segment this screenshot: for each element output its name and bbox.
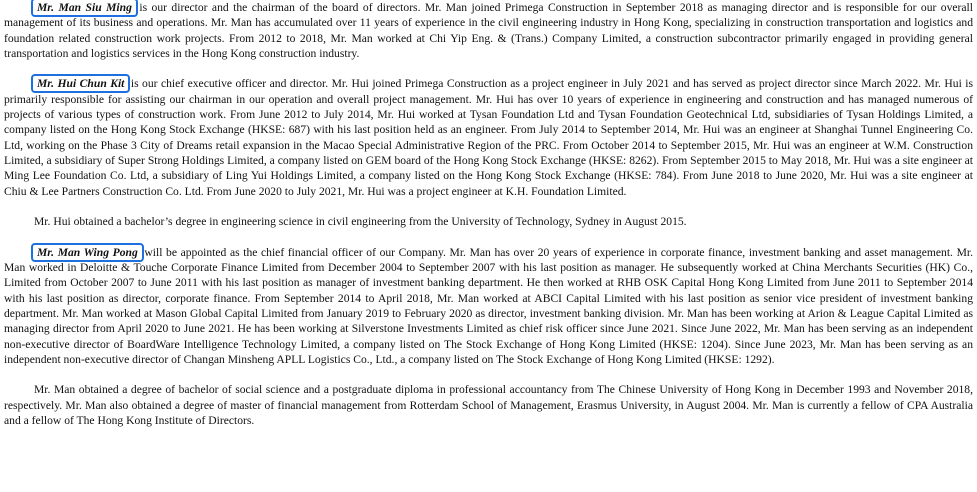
- education-paragraph-hui-chun-kit: Mr. Hui obtained a bachelor’s degree in engineering science in civil engineering from the University of Technology, Sydney in August 2015.: [34, 215, 687, 229]
- document-body: [4, 0, 973, 428]
- bio-paragraph-man-siu-ming: [4, 0, 973, 61]
- bio-text-man-wing-pong: will be appointed as the chief financial officer of our Company. Mr. Man has over 20 years of experience in corporate finance, investment banking and asset management. Mr. Man worked in Deloitte & Touche Corporate Finance Limited from December 2004 to September 2007 with his last position as manager. He subsequently worked at China Merchants Securities (HK) Co., Limited from October 2007 to June 2011 with his last position as manager of investment banking department. He then worked at RHB OSK Capital Hong Kong Limited from June 2011 to September 2014 with his last position as director, corporate finance. From September 2014 to April 2018, Mr. Man worked at ABCI Capital Limited with his last position as senior vice president of investment banking department. Mr. Man worked at Mason Global Capital Limited from January 2019 to February 2020 as director, investment banking division. Mr. Man has been working at Arion & League Capital Limited as managing director from April 2020 to June 2021. He has been working at Silverstone Investments Limited as chief risk officer since June 2021. Since June 2022, Mr. Man has been serving as an independent non-executive director of BoardWare Intelligence Technology Limited, a company listed on The Stock Exchange of Hong Kong Limited (HKSE: 1204). Since June 2023, Mr. Man has been serving as an independent non-executive director of Changan Minsheng APLL Logistics Co., Ltd., a company listed on The Stock Exchange of Hong Kong Limited (HKSE: 1292).: [4, 245, 973, 366]
- person-name-hui-chun-kit: Mr. Hui Chun Kit: [34, 77, 127, 90]
- bio-paragraph-man-wing-pong: [4, 245, 973, 367]
- bio-text-hui-chun-kit: is our chief executive officer and director. Mr. Hui joined Primega Construction as a project engineer in July 2021 and has served as project director since March 2022. Mr. Hui is primarily responsible for assisting our chairman in our operation and overall project management. Mr. Hui has over 10 years of experience in engineering and construction and has managed numerous of projects of various types of construction work. From June 2012 to July 2014, Mr. Hui worked at Tysan Foundation Ltd and Tysan Foundation Geotechnical Ltd, subsidiaries of Tysan Holdings Limited, a company listed on the Hong Kong Stock Exchange (HKSE: 687) with his last position held as an engineer. From July 2014 to September 2014, Mr. Hui was an engineer at Shanghai Tunnel Engineering Co. Ltd, working on the Phase 3 City of Dreams retail expansion in the Macao Special Administrative Region of the PRC. From October 2014 to September 2015, Mr. Hui was an engineer at W.M. Construction Limited, a subsidiary of Super Strong Holdings Limited, a company listed on GEM board of the Hong Kong Stock Exchange (HKSE: 8262). From September 2015 to May 2018, Mr. Hui was a site engineer at Ming Lee Foundation Co. Ltd, a subsidiary of Ling Yui Holdings Limited, a company listed on the Hong Kong Stock Exchange (HKSE: 784). From June 2018 to June 2020, Mr. Hui was a site engineer at Chiu & Lee Partners Construction Co. Ltd. From June 2020 to July 2021, Mr. Hui was a project engineer at K.H. Foundation Limited.: [4, 77, 973, 198]
- person-name-man-wing-pong: Mr. Man Wing Pong: [34, 246, 141, 259]
- bio-paragraph-hui-chun-kit: [4, 76, 973, 198]
- bio-text-man-siu-ming: is our director and the chairman of the board of directors. Mr. Man joined Primega Construction in September 2018 as managing director and is responsible for our overall management of its business and operations. Mr. Man has accumulated over 11 years of experience in the civil engineering industry in Hong Kong, specializing in construction transportation and logistics and foundation related construction work projects. From 2012 to 2018, Mr. Man worked at Chi Yip Eng. & (Trans.) Company Limited, a construction subcontractor primarily engaged in providing general transportation and logistics services in the Hong Kong construction industry.: [4, 1, 973, 60]
- person-name-man-siu-ming: Mr. Man Siu Ming: [34, 1, 135, 14]
- education-paragraph-man-wing-pong: Mr. Man obtained a degree of bachelor of social science and a postgraduate diploma in professional accountancy from The Chinese University of Hong Kong in December 1993 and November 2018, respectively. Mr. Man also obtained a degree of master of financial management from Rotterdam School of Management, Erasmus University, in August 2004. Mr. Man is currently a fellow of CPA Australia and a fellow of The Hong Kong Institute of Directors.: [4, 383, 973, 428]
